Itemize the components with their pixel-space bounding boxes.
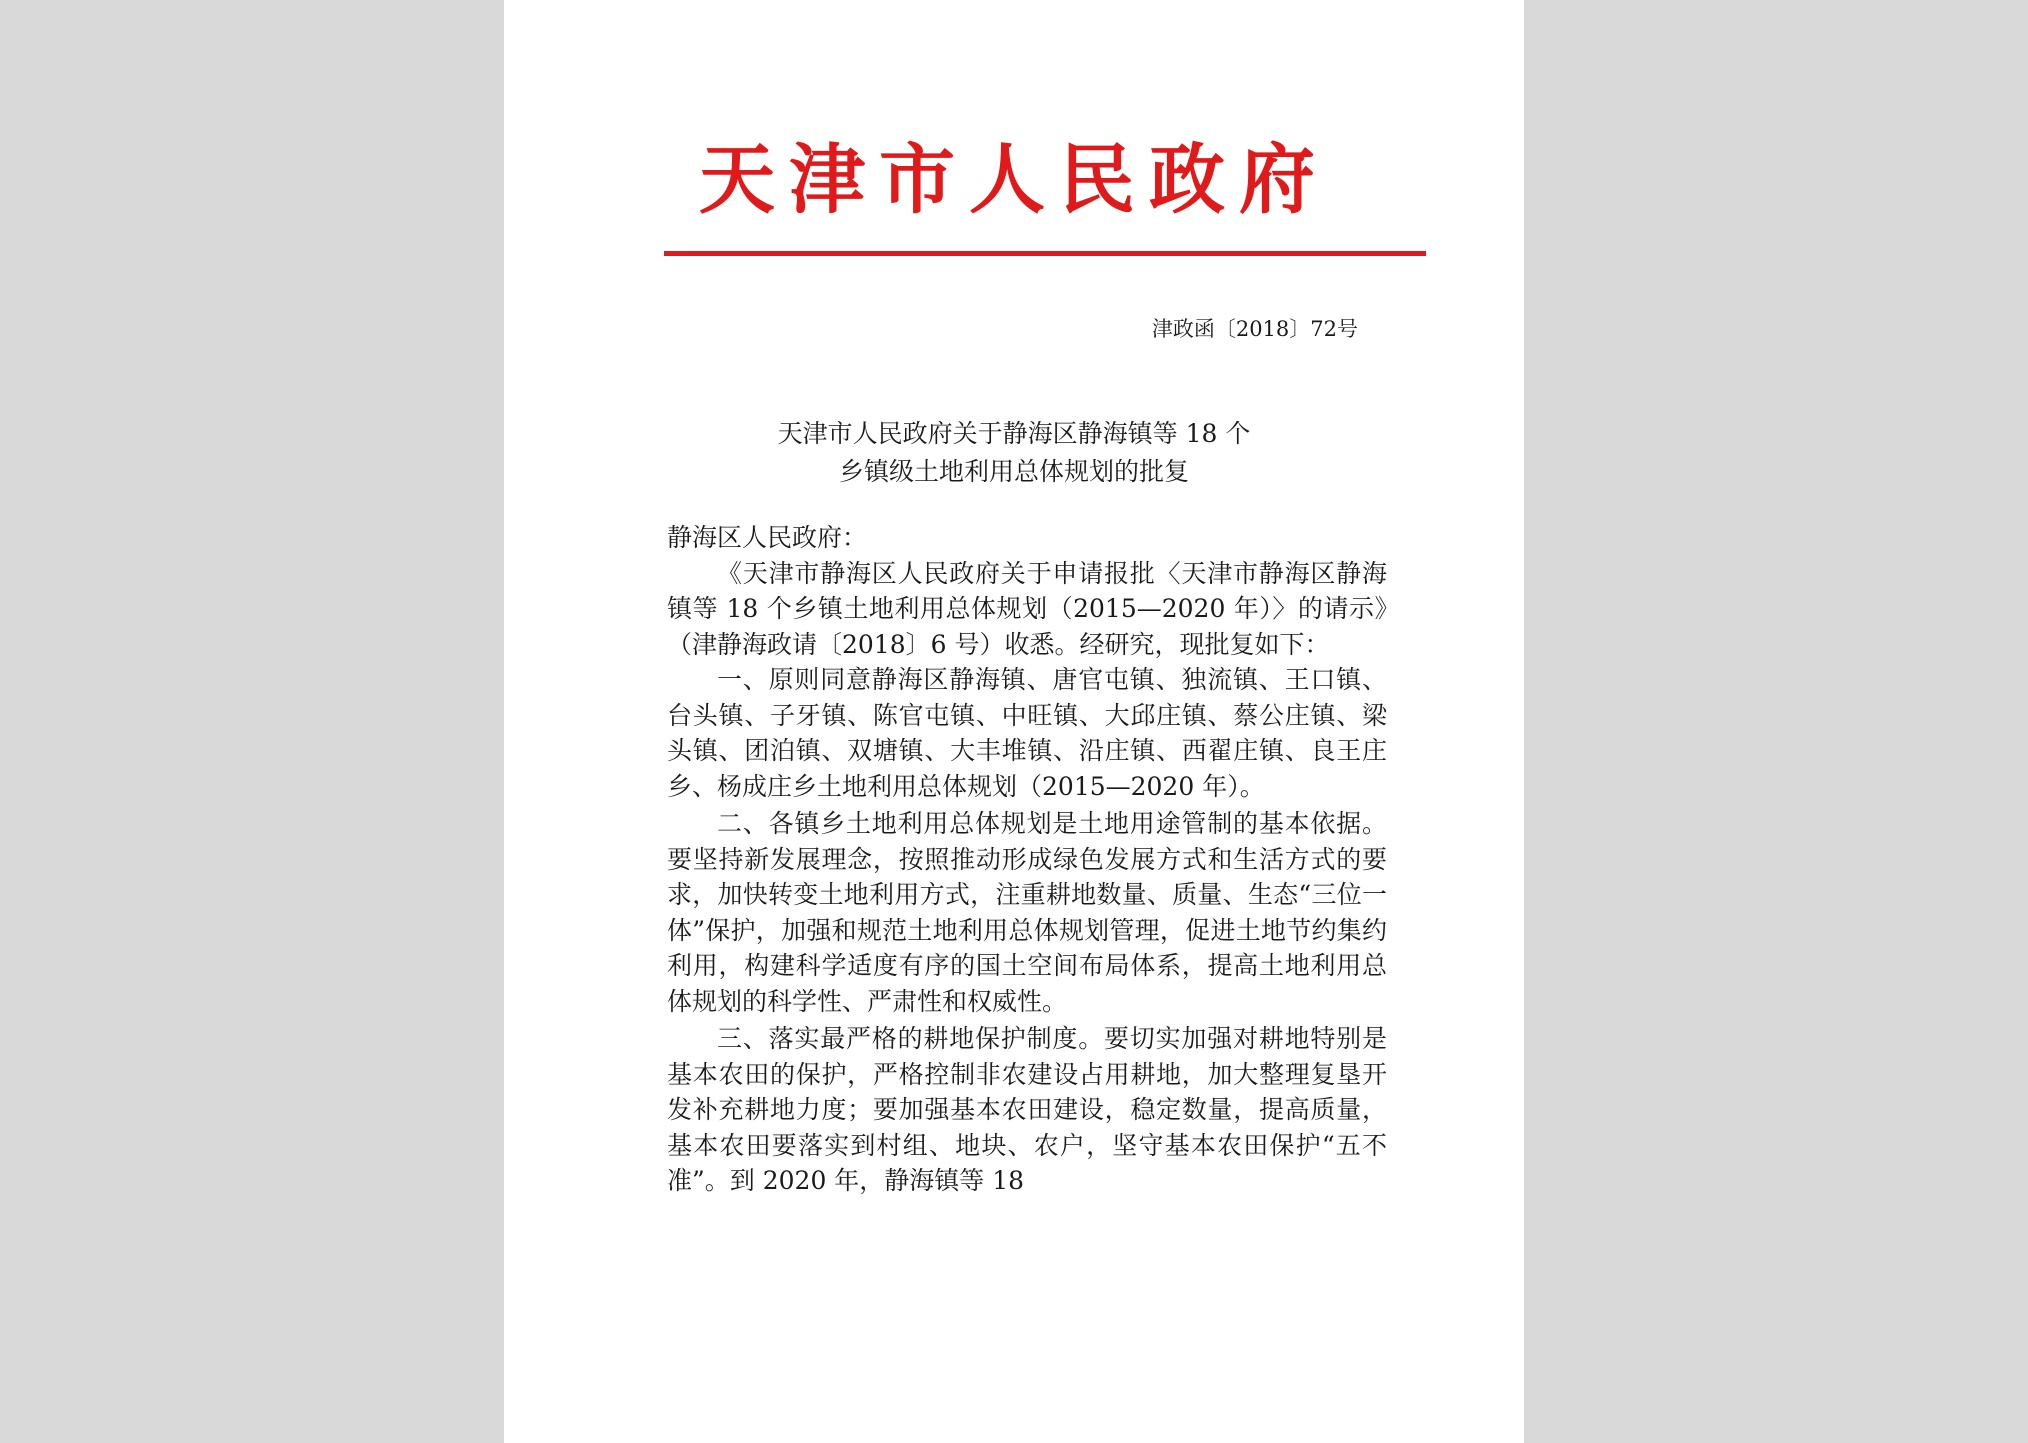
red-header-rule [664,251,1426,256]
document-title-line-1: 天津市人民政府关于静海区静海镇等 18 个 [777,419,1251,448]
body-paragraph: 三、落实最严格的耕地保护制度。要切实加强对耕地特别是基本农田的保护，严格控制非农建设占用耕地，加大整理复垦开发补充耕地力度；要加强基本农田建设，稳定数量，提高质量，基本农田要落实到村组、地块、农户，坚守基本农田保护“五不准”。到 2020 年，静海镇等 18 [667,1024,1387,1195]
body-paragraph: 《天津市静海区人民政府关于申请报批〈天津市静海区静海镇等 18 个乡镇土地利用总体规划（2015—2020 年）〉的请示》（津静海政请〔2018〕6 号）收悉。经研究，现批复如下： [667,558,1387,659]
document-number: 津政函〔2018〕72号 [1151,317,1358,341]
document-title-line-2: 乡镇级土地利用总体规划的批复 [838,457,1189,486]
document-body [667,520,1387,1199]
body-paragraph: 二、各镇乡土地利用总体规划是土地用途管制的基本依据。要坚持新发展理念，按照推动形成绿色发展方式和生活方式的要求，加快转变土地利用方式，注重耕地数量、质量、生态“三位一体”保护，加强和规范土地利用总体规划管理，促进土地节约集约利用，构建科学适度有序的国土空间布局体系，提高土地利用总体规划的科学性、严肃性和权威性。 [667,809,1387,1016]
body-paragraph: 一、原则同意静海区静海镇、唐官屯镇、独流镇、王口镇、台头镇、子牙镇、陈官屯镇、中旺镇、大邱庄镇、蔡公庄镇、梁头镇、团泊镇、双塘镇、大丰堆镇、沿庄镇、西翟庄镇、良王庄乡、杨成庄乡土地利用总体规划（2015—2020 年）。 [667,665,1387,801]
issuing-authority-header: 天津市人民政府 [699,135,1329,224]
document-page [504,0,1524,1443]
salutation: 静海区人民政府： [667,523,868,552]
document-title [504,415,1524,491]
